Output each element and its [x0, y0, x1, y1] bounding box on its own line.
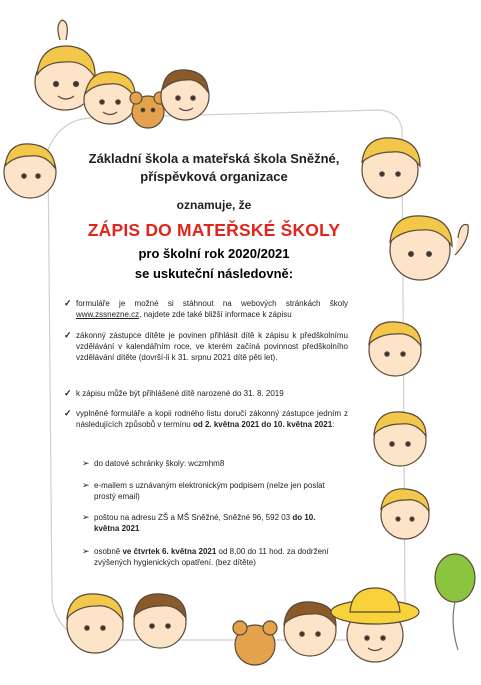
sub-list-item — [82, 480, 334, 502]
item-text: e-mailem s uznávaným elektronickým podpisem (nelze jen poslat prostý email) — [94, 481, 325, 501]
check-mark-icon: ✓ — [64, 330, 72, 340]
child-bottom-2 — [134, 594, 186, 648]
item-text: k zápisu může být přihlášené dítě narozené do 31. 8. 2019 — [76, 389, 284, 398]
date-text: ve čtvrtek 6. května 2021 — [122, 547, 217, 556]
intro-text: se uskuteční následovně: — [134, 266, 294, 281]
item-text: osobně — [94, 547, 123, 556]
check-mark-icon: ✓ — [64, 298, 72, 308]
school-name: Základní škola a mateřská škola Sněžné, — [88, 151, 340, 166]
item-text: do datové schránky školy: wczmhm8 — [94, 459, 225, 468]
deadline-text: do 10. května 2021 — [94, 513, 316, 533]
child-bottom-1 — [67, 594, 123, 653]
list-item — [64, 298, 364, 320]
arrow-right-icon: ➢ — [82, 546, 90, 556]
sub-list-item — [82, 546, 334, 568]
list-item — [64, 388, 364, 399]
child-right-3 — [369, 322, 421, 376]
item-text: , najdete zde také bližší informace k zápisu — [139, 310, 292, 319]
child-left-side — [4, 144, 56, 198]
child-top-right — [161, 70, 209, 120]
announcement-poster — [64, 150, 364, 600]
item-text: formuláře je možné si stáhnout na webových stránkách školy — [76, 299, 348, 308]
child-top-left-2 — [84, 72, 136, 124]
green-balloon — [435, 554, 475, 650]
child-right-1 — [362, 138, 420, 198]
arrow-right-icon: ➢ — [82, 512, 90, 522]
arrow-right-icon: ➢ — [82, 458, 90, 468]
list-item — [64, 408, 364, 430]
child-right-5 — [381, 489, 429, 539]
item-text: poštou na adresu ZŠ a MŠ Sněžné, Sněžné 96, 592 03 — [94, 513, 293, 522]
item-text: od 8,00 do 11 hod. za dodržení zvýšených hygienických opatření. (bez dítěte) — [94, 547, 329, 567]
child-right-2 — [390, 216, 468, 280]
check-mark-icon: ✓ — [64, 408, 72, 418]
item-text: zákonný zástupce dítěte je povinen přihlásit dítě k zápisu k předškolnímu vzdělávání v kalendářním roce, ve kterém začíná povinnost předškolního vzdělávání dítěte (dovrší-li k 31. srpnu 2021 dítě pěti let). — [76, 331, 348, 362]
teddy-bear-bottom — [233, 621, 277, 665]
child-bottom-3 — [284, 602, 336, 656]
organization-type: příspěvková organizace — [140, 169, 288, 184]
page-title: ZÁPIS DO MATEŘSKÉ ŠKOLY — [87, 220, 341, 240]
item-text: vyplněné formuláře a kopii rodného listu doručí zákonný zástupce jedním z následujících způsobů v termínu — [76, 409, 348, 429]
item-text: : — [332, 420, 335, 429]
check-mark-icon: ✓ — [64, 388, 72, 398]
sub-list-item — [82, 512, 334, 534]
sub-list-item — [82, 458, 334, 469]
school-year: pro školní rok 2020/2021 — [138, 246, 290, 261]
arrow-right-icon: ➢ — [82, 480, 90, 490]
list-item — [64, 330, 364, 363]
deadline-text: od 2. května 2021 do 10. května 2021 — [192, 420, 333, 429]
child-right-4 — [374, 412, 426, 466]
announce-text: oznamuje, že — [176, 198, 252, 212]
school-website-link[interactable]: www.zssnezne.cz — [76, 310, 140, 319]
